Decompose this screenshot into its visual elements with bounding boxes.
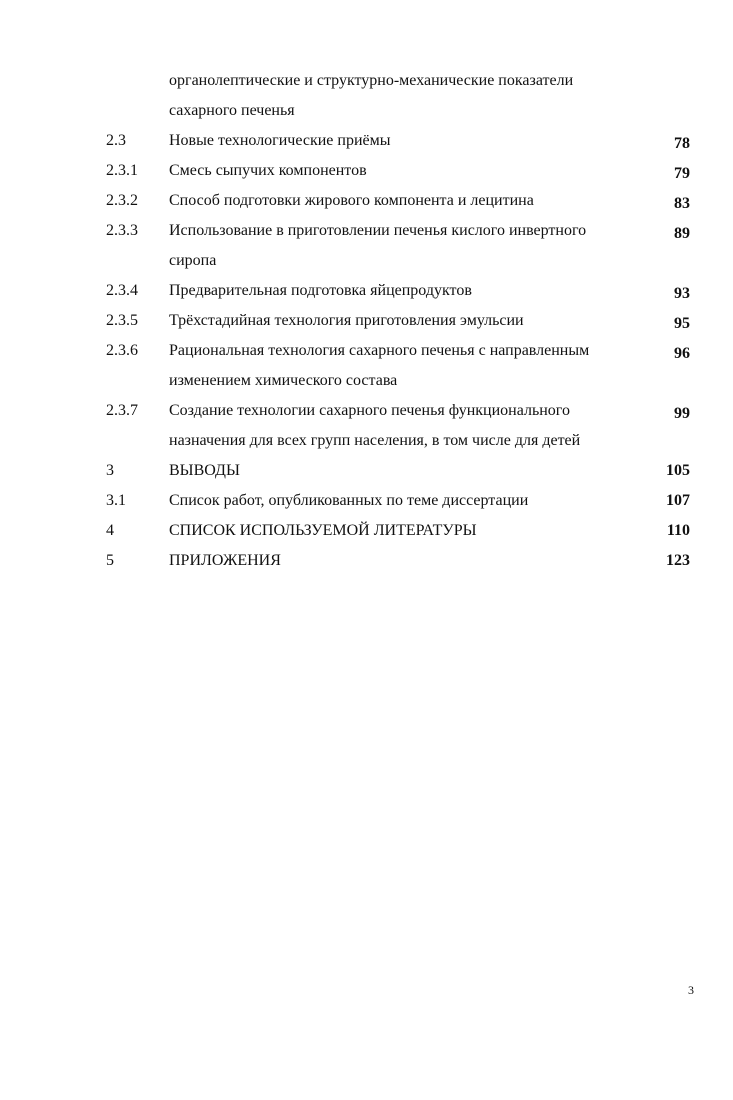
toc-title-line: СПИСОК ИСПОЛЬЗУЕМОЙ ЛИТЕРАТУРЫ xyxy=(169,522,477,539)
toc-entry-number: 2.3.7 xyxy=(106,402,138,419)
toc-entry-title xyxy=(169,66,644,126)
toc-entry-number: 3 xyxy=(106,462,114,479)
toc-entry-page: 107 xyxy=(666,492,690,509)
toc-entry-number: 3.1 xyxy=(106,492,126,509)
toc-entry-page: 105 xyxy=(666,462,690,479)
toc-entry-number: 5 xyxy=(106,552,114,569)
toc-title-line: Создание технологии сахарного печенья функционального xyxy=(169,402,570,419)
toc-entry-title xyxy=(169,156,644,186)
toc-entry-number: 2.3.1 xyxy=(106,162,138,179)
toc-entry-number: 4 xyxy=(106,522,114,539)
toc-title-line: Способ подготовки жирового компонента и лецитина xyxy=(169,192,534,209)
toc-entry-page: 93 xyxy=(674,285,690,302)
toc-entry-title xyxy=(169,456,644,486)
toc-title-line: Трёхстадийная технология приготовления эмульсии xyxy=(169,312,524,329)
toc-entry-number: 2.3.5 xyxy=(106,312,138,329)
toc-title-line: ВЫВОДЫ xyxy=(169,462,240,479)
toc-entry-page: 123 xyxy=(666,552,690,569)
toc-entry-title xyxy=(169,306,644,336)
toc-title-line: Рациональная технология сахарного печенья с направленным xyxy=(169,342,590,359)
toc-entry-page: 83 xyxy=(674,195,690,212)
toc-entry-title xyxy=(169,276,644,306)
toc-entry-number: 2.3 xyxy=(106,132,126,149)
toc-entry-number: 2.3.6 xyxy=(106,342,138,359)
toc-title-line: сахарного печенья xyxy=(169,102,295,119)
toc-entry-title xyxy=(169,126,644,156)
toc-entry-page: 99 xyxy=(674,405,690,422)
page-number: 3 xyxy=(688,983,694,997)
toc-title-line: Предварительная подготовка яйцепродуктов xyxy=(169,282,472,299)
toc-entry-number: 2.3.4 xyxy=(106,282,138,299)
toc-title-line: Смесь сыпучих компонентов xyxy=(169,162,367,179)
toc-entry-title xyxy=(169,336,644,396)
toc-title-line: Список работ, опубликованных по теме диссертации xyxy=(169,492,529,509)
toc-entry-number: 2.3.2 xyxy=(106,192,138,209)
toc-entry-page: 110 xyxy=(666,522,690,539)
toc-title-line: Использование в приготовлении печенья кислого инвертного xyxy=(169,222,587,239)
toc-entry-title xyxy=(169,486,644,516)
toc-entry-title xyxy=(169,186,644,216)
toc-entry-page: 96 xyxy=(674,345,690,362)
toc-entry-number: 2.3.3 xyxy=(106,222,138,239)
toc-entry-title xyxy=(169,516,644,546)
toc-entry-title xyxy=(169,396,644,456)
toc-entry-title xyxy=(169,546,644,576)
toc-title-line: изменением химического состава xyxy=(169,372,398,389)
toc-entry-page: 89 xyxy=(674,225,690,242)
toc-entry-page: 95 xyxy=(674,315,690,332)
toc-title-line: Новые технологические приёмы xyxy=(169,132,391,149)
toc-title-line: назначения для всех групп населения, в том числе для детей xyxy=(169,432,581,449)
toc-entry-page: 78 xyxy=(674,135,690,152)
toc-entry-title xyxy=(169,216,644,276)
toc-entry-page: 79 xyxy=(674,165,690,182)
toc-title-line: органолептические и структурно-механические показатели xyxy=(169,72,574,89)
toc-title-line: ПРИЛОЖЕНИЯ xyxy=(169,552,281,569)
toc-title-line: сиропа xyxy=(169,252,217,269)
